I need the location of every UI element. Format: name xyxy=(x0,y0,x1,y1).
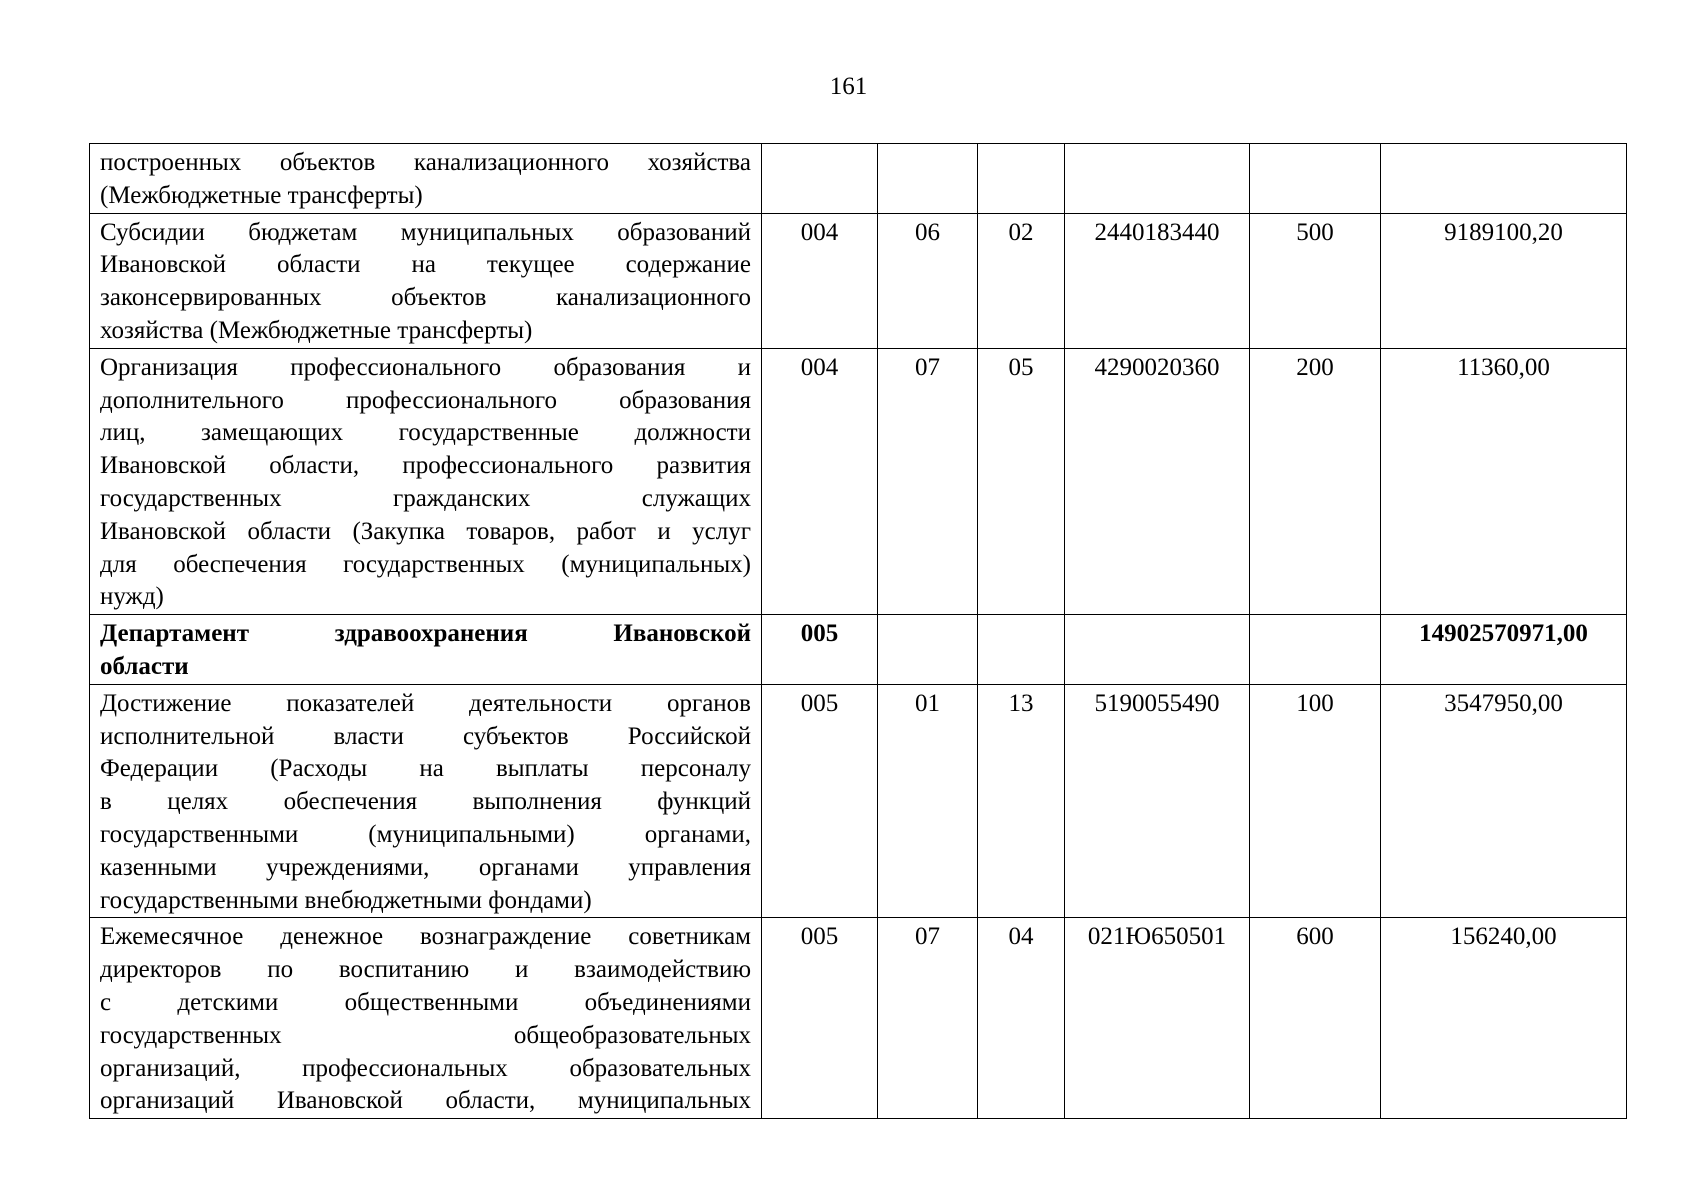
description-line: директоров по воспитанию и взаимодействию xyxy=(100,956,751,984)
expense-type-cell: 500 xyxy=(1250,213,1381,348)
description-line: дополнительного профессионального образования xyxy=(100,386,751,414)
description-line: лиц, замещающих государственные должности xyxy=(100,419,751,447)
description-line: Ежемесячное денежное вознаграждение советникам xyxy=(100,923,751,951)
table-row xyxy=(90,144,1627,214)
description-line: Достижение показателей деятельности органов xyxy=(100,689,751,717)
section-code-cell xyxy=(878,144,978,214)
page-number: 161 xyxy=(829,73,868,100)
description-cell xyxy=(90,918,762,1119)
description-cell xyxy=(90,615,762,685)
description-line: государственными (муниципальными) органами, xyxy=(100,820,751,848)
section-code-cell: 06 xyxy=(878,213,978,348)
subsection-code-cell: 13 xyxy=(978,684,1065,918)
description-line: казенными учреждениями, органами управления xyxy=(100,853,751,881)
description-line: хозяйства (Межбюджетные трансферты) xyxy=(100,316,533,344)
description-cell xyxy=(90,684,762,918)
admin-code-cell: 005 xyxy=(762,918,878,1119)
table-row xyxy=(90,615,1627,685)
description-line: государственных общеобразовательных xyxy=(100,1021,751,1049)
description-line: Субсидии бюджетам муниципальных образований xyxy=(100,218,751,246)
expense-type-cell xyxy=(1250,144,1381,214)
description-line: Федерации (Расходы на выплаты персоналу xyxy=(100,755,751,783)
description-line: нужд) xyxy=(100,583,164,611)
section-code-cell: 07 xyxy=(878,348,978,614)
expense-type-cell xyxy=(1250,615,1381,685)
description-line: Ивановской области на текущее содержание xyxy=(100,251,751,279)
description-line: в целях обеспечения выполнения функций xyxy=(100,788,751,816)
table-body xyxy=(90,144,1627,1119)
amount-cell: 14902570971,00 xyxy=(1381,615,1627,685)
expense-type-cell: 200 xyxy=(1250,348,1381,614)
description-line: Организация профессионального образования и xyxy=(100,353,751,381)
subsection-code-cell xyxy=(978,144,1065,214)
amount-cell: 11360,00 xyxy=(1381,348,1627,614)
admin-code-cell xyxy=(762,144,878,214)
target-article-cell: 021Ю650501 xyxy=(1065,918,1250,1119)
table-row xyxy=(90,213,1627,348)
description-line: Ивановской области, профессионального развития xyxy=(100,452,751,480)
target-article-cell: 4290020360 xyxy=(1065,348,1250,614)
amount-cell: 156240,00 xyxy=(1381,918,1627,1119)
description-line: (Межбюджетные трансферты) xyxy=(100,181,423,209)
admin-code-cell: 005 xyxy=(762,615,878,685)
section-code-cell: 01 xyxy=(878,684,978,918)
amount-cell: 3547950,00 xyxy=(1381,684,1627,918)
table-row xyxy=(90,918,1627,1119)
table-row xyxy=(90,684,1627,918)
description-line: области xyxy=(100,652,189,680)
table-row xyxy=(90,348,1627,614)
admin-code-cell: 004 xyxy=(762,213,878,348)
subsection-code-cell: 04 xyxy=(978,918,1065,1119)
budget-table xyxy=(89,143,1627,1119)
description-line: Ивановской области (Закупка товаров, работ и услуг xyxy=(100,517,751,545)
description-line: организаций, профессиональных образовательных xyxy=(100,1054,751,1082)
description-line: исполнительной власти субъектов Российской xyxy=(100,722,751,750)
subsection-code-cell: 05 xyxy=(978,348,1065,614)
section-code-cell xyxy=(878,615,978,685)
description-cell xyxy=(90,348,762,614)
amount-cell xyxy=(1381,144,1627,214)
subsection-code-cell: 02 xyxy=(978,213,1065,348)
target-article-cell xyxy=(1065,144,1250,214)
expense-type-cell: 600 xyxy=(1250,918,1381,1119)
description-line: Департамент здравоохранения Ивановской xyxy=(100,620,751,648)
description-line: организаций Ивановской области, муниципальных xyxy=(100,1087,751,1115)
description-line: с детскими общественными объединениями xyxy=(100,988,751,1016)
expense-type-cell: 100 xyxy=(1250,684,1381,918)
target-article-cell xyxy=(1065,615,1250,685)
description-cell xyxy=(90,144,762,214)
target-article-cell: 5190055490 xyxy=(1065,684,1250,918)
description-line: построенных объектов канализационного хозяйства xyxy=(100,149,751,176)
description-line: законсервированных объектов канализационного xyxy=(100,284,751,312)
target-article-cell: 2440183440 xyxy=(1065,213,1250,348)
admin-code-cell: 004 xyxy=(762,348,878,614)
description-line: государственных гражданских служащих xyxy=(100,484,751,512)
description-cell xyxy=(90,213,762,348)
amount-cell: 9189100,20 xyxy=(1381,213,1627,348)
description-line: для обеспечения государственных (муниципальных) xyxy=(100,550,751,578)
description-line: государственными внебюджетными фондами) xyxy=(100,886,592,914)
subsection-code-cell xyxy=(978,615,1065,685)
section-code-cell: 07 xyxy=(878,918,978,1119)
admin-code-cell: 005 xyxy=(762,684,878,918)
